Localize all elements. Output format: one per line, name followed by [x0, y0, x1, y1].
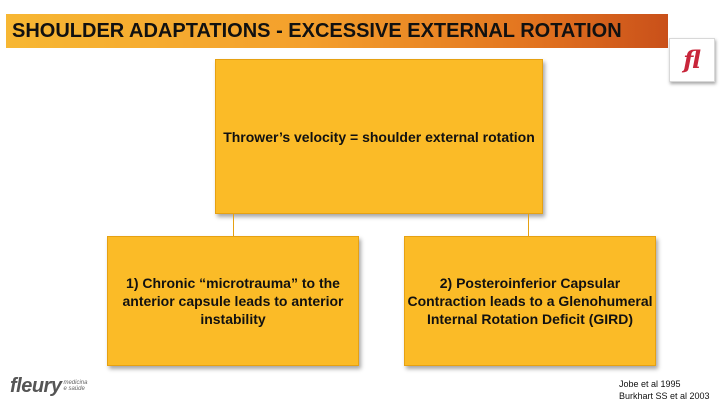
diagram-child-box-1: [107, 236, 359, 366]
references: [619, 378, 710, 402]
diagram-child-text-1: 1) Chronic “microtrauma” to the anterior capsule leads to anterior instability: [122, 275, 344, 327]
diagram-child-text-2: 2) Posteroinferior Capsular Contraction leads to a Glenohumeral Internal Rotation Deficit (GIRD): [407, 275, 653, 327]
connector-right: [528, 214, 529, 236]
fleury-logo-badge: [669, 38, 715, 82]
fl-logo-icon: fl: [683, 45, 701, 74]
reference-item: Burkhart SS et al 2003: [619, 391, 710, 401]
brand-name: fleury: [10, 375, 62, 397]
brand-tagline-line-1: medicina: [63, 380, 88, 386]
diagram-root-box: [215, 59, 543, 214]
fleury-brand-logo: [10, 368, 170, 398]
title-banner: [6, 14, 668, 48]
connector-left: [233, 214, 234, 236]
slide-title: SHOULDER ADAPTATIONS - EXCESSIVE EXTERNAL ROTATION: [12, 19, 622, 42]
diagram-root-text: Thrower’s velocity = shoulder external rotation: [223, 128, 535, 145]
brand-tagline: [63, 380, 87, 392]
brand-tagline-line-2: e saúde: [63, 386, 85, 392]
reference-item: Jobe et al 1995: [619, 379, 681, 389]
diagram-child-box-2: [404, 236, 656, 366]
